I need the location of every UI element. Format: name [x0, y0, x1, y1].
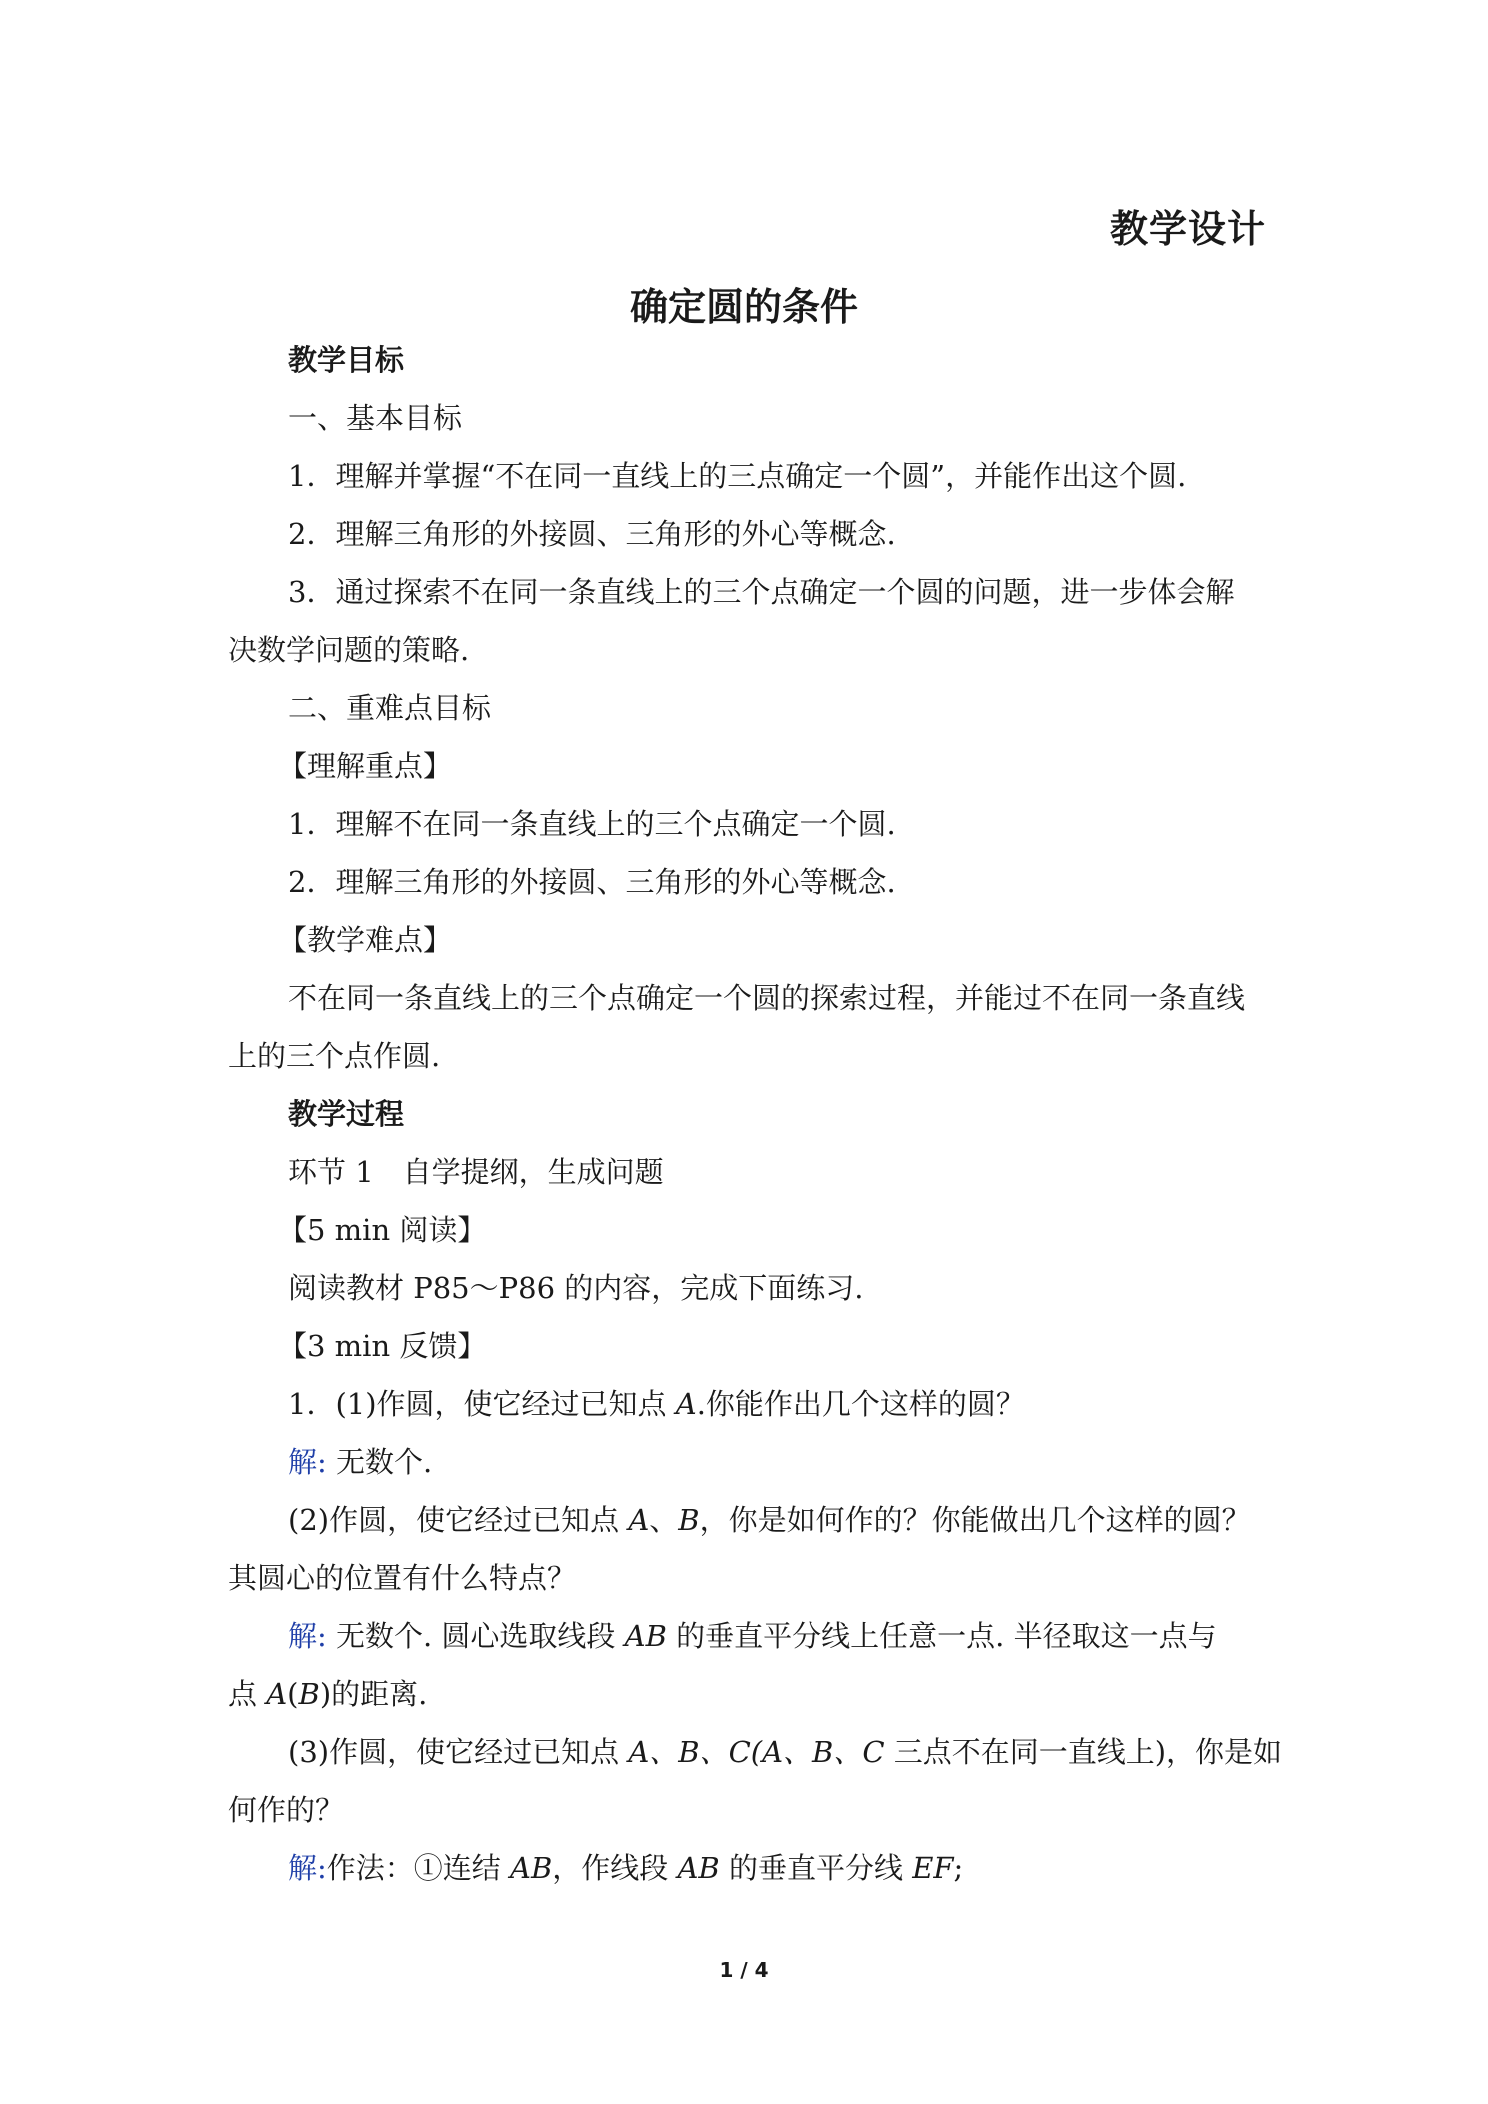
answer-3-post: ;	[953, 1851, 964, 1885]
answer-3-mid: ，作线段	[552, 1851, 678, 1885]
answer-2-pre: 无数个. 圆心选取线段	[326, 1619, 625, 1653]
objective-item-3: 3．通过探索不在同一条直线上的三个点确定一个圆的问题，进一步体会解	[288, 575, 1235, 609]
page-title: 确定圆的条件	[629, 285, 858, 329]
answer-label: 解:	[288, 1619, 327, 1653]
difficulty-label: 【教学难点】	[278, 923, 453, 957]
segment-ab: AB	[677, 1851, 720, 1885]
question-1-post: .你能作出几个这样的圆？	[696, 1387, 1025, 1421]
question-3-pre: (3)作圆，使它经过已知点	[288, 1735, 629, 1769]
section-heading-objectives: 教学目标	[288, 343, 405, 377]
objective-item-2: 2．理解三角形的外接圆、三角形的外心等概念.	[288, 517, 896, 551]
section-heading-process: 教学过程	[288, 1097, 405, 1131]
segment-ab: AB	[510, 1851, 553, 1885]
answer-3	[288, 1848, 963, 1888]
answer-2-cont-post: )的距离.	[319, 1677, 428, 1711]
question-3-cont: 何作的？	[228, 1793, 345, 1827]
points-abc: A、B、C(A、B、C	[628, 1735, 885, 1769]
question-2	[288, 1500, 1251, 1540]
answer-label: 解:	[288, 1445, 327, 1479]
answer-3-pre: 作法：①连结	[326, 1851, 510, 1885]
answer-1	[288, 1442, 432, 1482]
question-3	[288, 1732, 1282, 1772]
line-ef: EF	[912, 1851, 954, 1885]
paren-open: (	[287, 1677, 299, 1711]
question-1	[288, 1384, 1025, 1424]
point-a: A	[628, 1503, 650, 1537]
answer-1-text: 无数个.	[326, 1445, 433, 1479]
header-label: 教学设计	[1109, 207, 1266, 251]
basic-objectives-heading: 一、基本目标	[288, 401, 463, 435]
answer-2-cont	[228, 1674, 427, 1714]
understand-key-label: 【理解重点】	[278, 749, 453, 783]
answer-2-post: 的垂直平分线上任意一点. 半径取这一点与	[666, 1619, 1217, 1653]
answer-2-cont-pre: 点	[228, 1677, 267, 1711]
point-a: A	[675, 1387, 697, 1421]
feedback-label: 【3 min 反馈】	[278, 1329, 487, 1363]
understand-key-item-1: 1．理解不在同一条直线上的三个点确定一个圆.	[288, 807, 896, 841]
segment-ab: AB	[624, 1619, 667, 1653]
page-number: 1 / 4	[719, 1958, 769, 1982]
question-3-post: 三点不在同一直线上)，你是如	[884, 1735, 1283, 1769]
answer-3-mid2: 的垂直平分线	[719, 1851, 913, 1885]
understand-key-item-2: 2．理解三角形的外接圆、三角形的外心等概念.	[288, 865, 896, 899]
difficulty-text-cont: 上的三个点作圆.	[228, 1039, 441, 1073]
point-a: A	[266, 1677, 288, 1711]
question-1-pre: 1．(1)作圆，使它经过已知点	[288, 1387, 676, 1421]
question-2-pre: (2)作圆，使它经过已知点	[288, 1503, 629, 1537]
reading-label: 【5 min 阅读】	[278, 1213, 487, 1247]
answer-label: 解:	[288, 1851, 327, 1885]
point-b: B	[298, 1677, 320, 1711]
objective-item-3-cont: 决数学问题的策略.	[228, 633, 470, 667]
question-2-cont: 其圆心的位置有什么特点？	[228, 1561, 577, 1595]
answer-2	[288, 1616, 1217, 1656]
separator: 、	[649, 1503, 679, 1537]
reading-text: 阅读教材 P85～P86 的内容，完成下面练习.	[288, 1271, 864, 1305]
question-2-post: ，你是如何作的？你能做出几个这样的圆？	[699, 1503, 1251, 1537]
point-b: B	[678, 1503, 700, 1537]
objective-item-1: 1．理解并掌握“不在同一直线上的三点确定一个圆”，并能作出这个圆.	[288, 459, 1187, 493]
section-1-title: 环节 1 自学提纲，生成问题	[288, 1155, 664, 1189]
difficulty-text: 不在同一条直线上的三个点确定一个圆的探索过程，并能过不在同一条直线	[288, 981, 1246, 1015]
key-objectives-heading: 二、重难点目标	[288, 691, 492, 725]
